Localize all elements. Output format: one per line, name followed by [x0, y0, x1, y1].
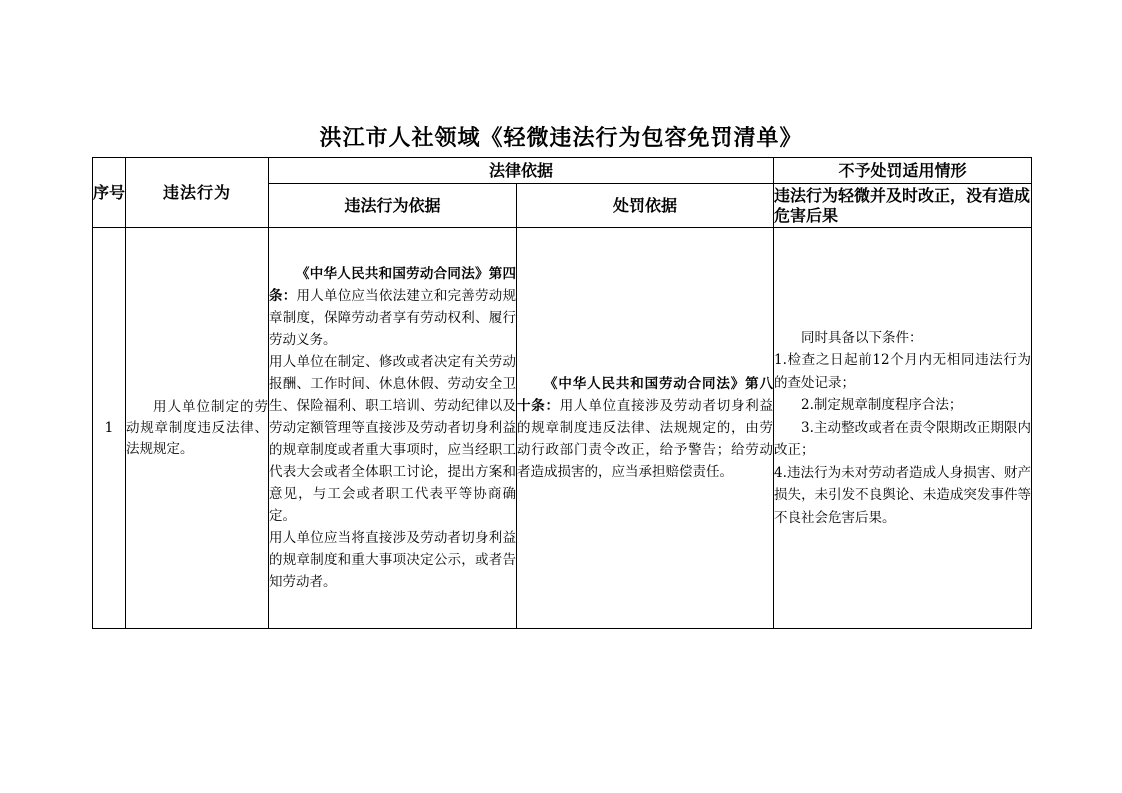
- header-row-1: [93, 158, 1032, 184]
- header-no-penalty-sub: 违法行为轻微并及时改正，没有造成危害后果: [774, 184, 1032, 228]
- row-conditions: [774, 228, 1032, 629]
- violation-basis-lead: 《中华人民共和国劳动合同法》第四条：: [269, 266, 516, 304]
- violation-basis-para1-text: 用人单位应当依法建立和完善劳动规章制度，保障劳动者享有劳动权利、履行劳动义务。: [269, 288, 517, 348]
- row-violation-basis: [269, 228, 517, 629]
- header-penalty-basis: 处罚依据: [517, 184, 774, 228]
- header-violation: 违法行为: [126, 158, 269, 228]
- header-no-penalty: 不予处罚适用情形: [774, 158, 1032, 184]
- header-legal-basis: 法律依据: [269, 158, 774, 184]
- condition-item: 4.违法行为未对劳动者造成人身损害、财产损失，未引发不良舆论、未造成突发事件等不良社会危害后果。: [774, 464, 1032, 526]
- penalty-basis-text: 用人单位直接涉及劳动者切身利益的规章制度违反法律、法规规定的，由劳动行政部门责令改正，给予警告；给劳动者造成损害的，应当承担赔偿责任。: [517, 398, 774, 480]
- condition-item: 1.检查之日起前12个月内无相同违法行为的查处记录；: [774, 352, 1032, 391]
- violation-basis-para3: 用人单位应当将直接涉及劳动者切身利益的规章制度和重大事项决定公示，或者告知劳动者。: [269, 530, 516, 590]
- conditions-intro: 同时具备以下条件：: [801, 329, 923, 346]
- header-seq: 序号: [93, 158, 126, 228]
- header-violation-basis: 违法行为依据: [269, 184, 517, 228]
- document-title: 洪江市人社领域《轻微违法行为包容免罚清单》: [319, 125, 803, 151]
- row-penalty-basis: [517, 228, 774, 629]
- condition-item: 3.主动整改或者在责令限期改正期限内改正；: [774, 419, 1032, 459]
- row-violation-text: 用人单位制定的劳动规章制度违反法律、法规规定。: [126, 398, 268, 457]
- condition-item: 2.制定规章制度程序合法；: [801, 397, 963, 414]
- row-seq: 1: [93, 228, 126, 629]
- penalty-basis-lead: 《中华人民共和国劳动合同法》第八十条：: [517, 376, 774, 414]
- penalty-basis-para: [517, 373, 773, 483]
- row-violation: [126, 228, 269, 629]
- table-row: [93, 228, 1032, 629]
- violation-basis-para1: [269, 263, 516, 351]
- violation-basis-para2: 用人单位在制定、修改或者决定有关劳动报酬、工作时间、休息休假、劳动安全卫生、保险福利、职工培训、劳动纪律以及劳动定额管理等直接涉及劳动者切身利益的规章制度或者重大事项时，应当经职工代表大会或者全体职工讨论，提出方案和意见，与工会或者职工代表平等协商确定。: [269, 354, 516, 524]
- exemption-list-table: [92, 157, 1032, 629]
